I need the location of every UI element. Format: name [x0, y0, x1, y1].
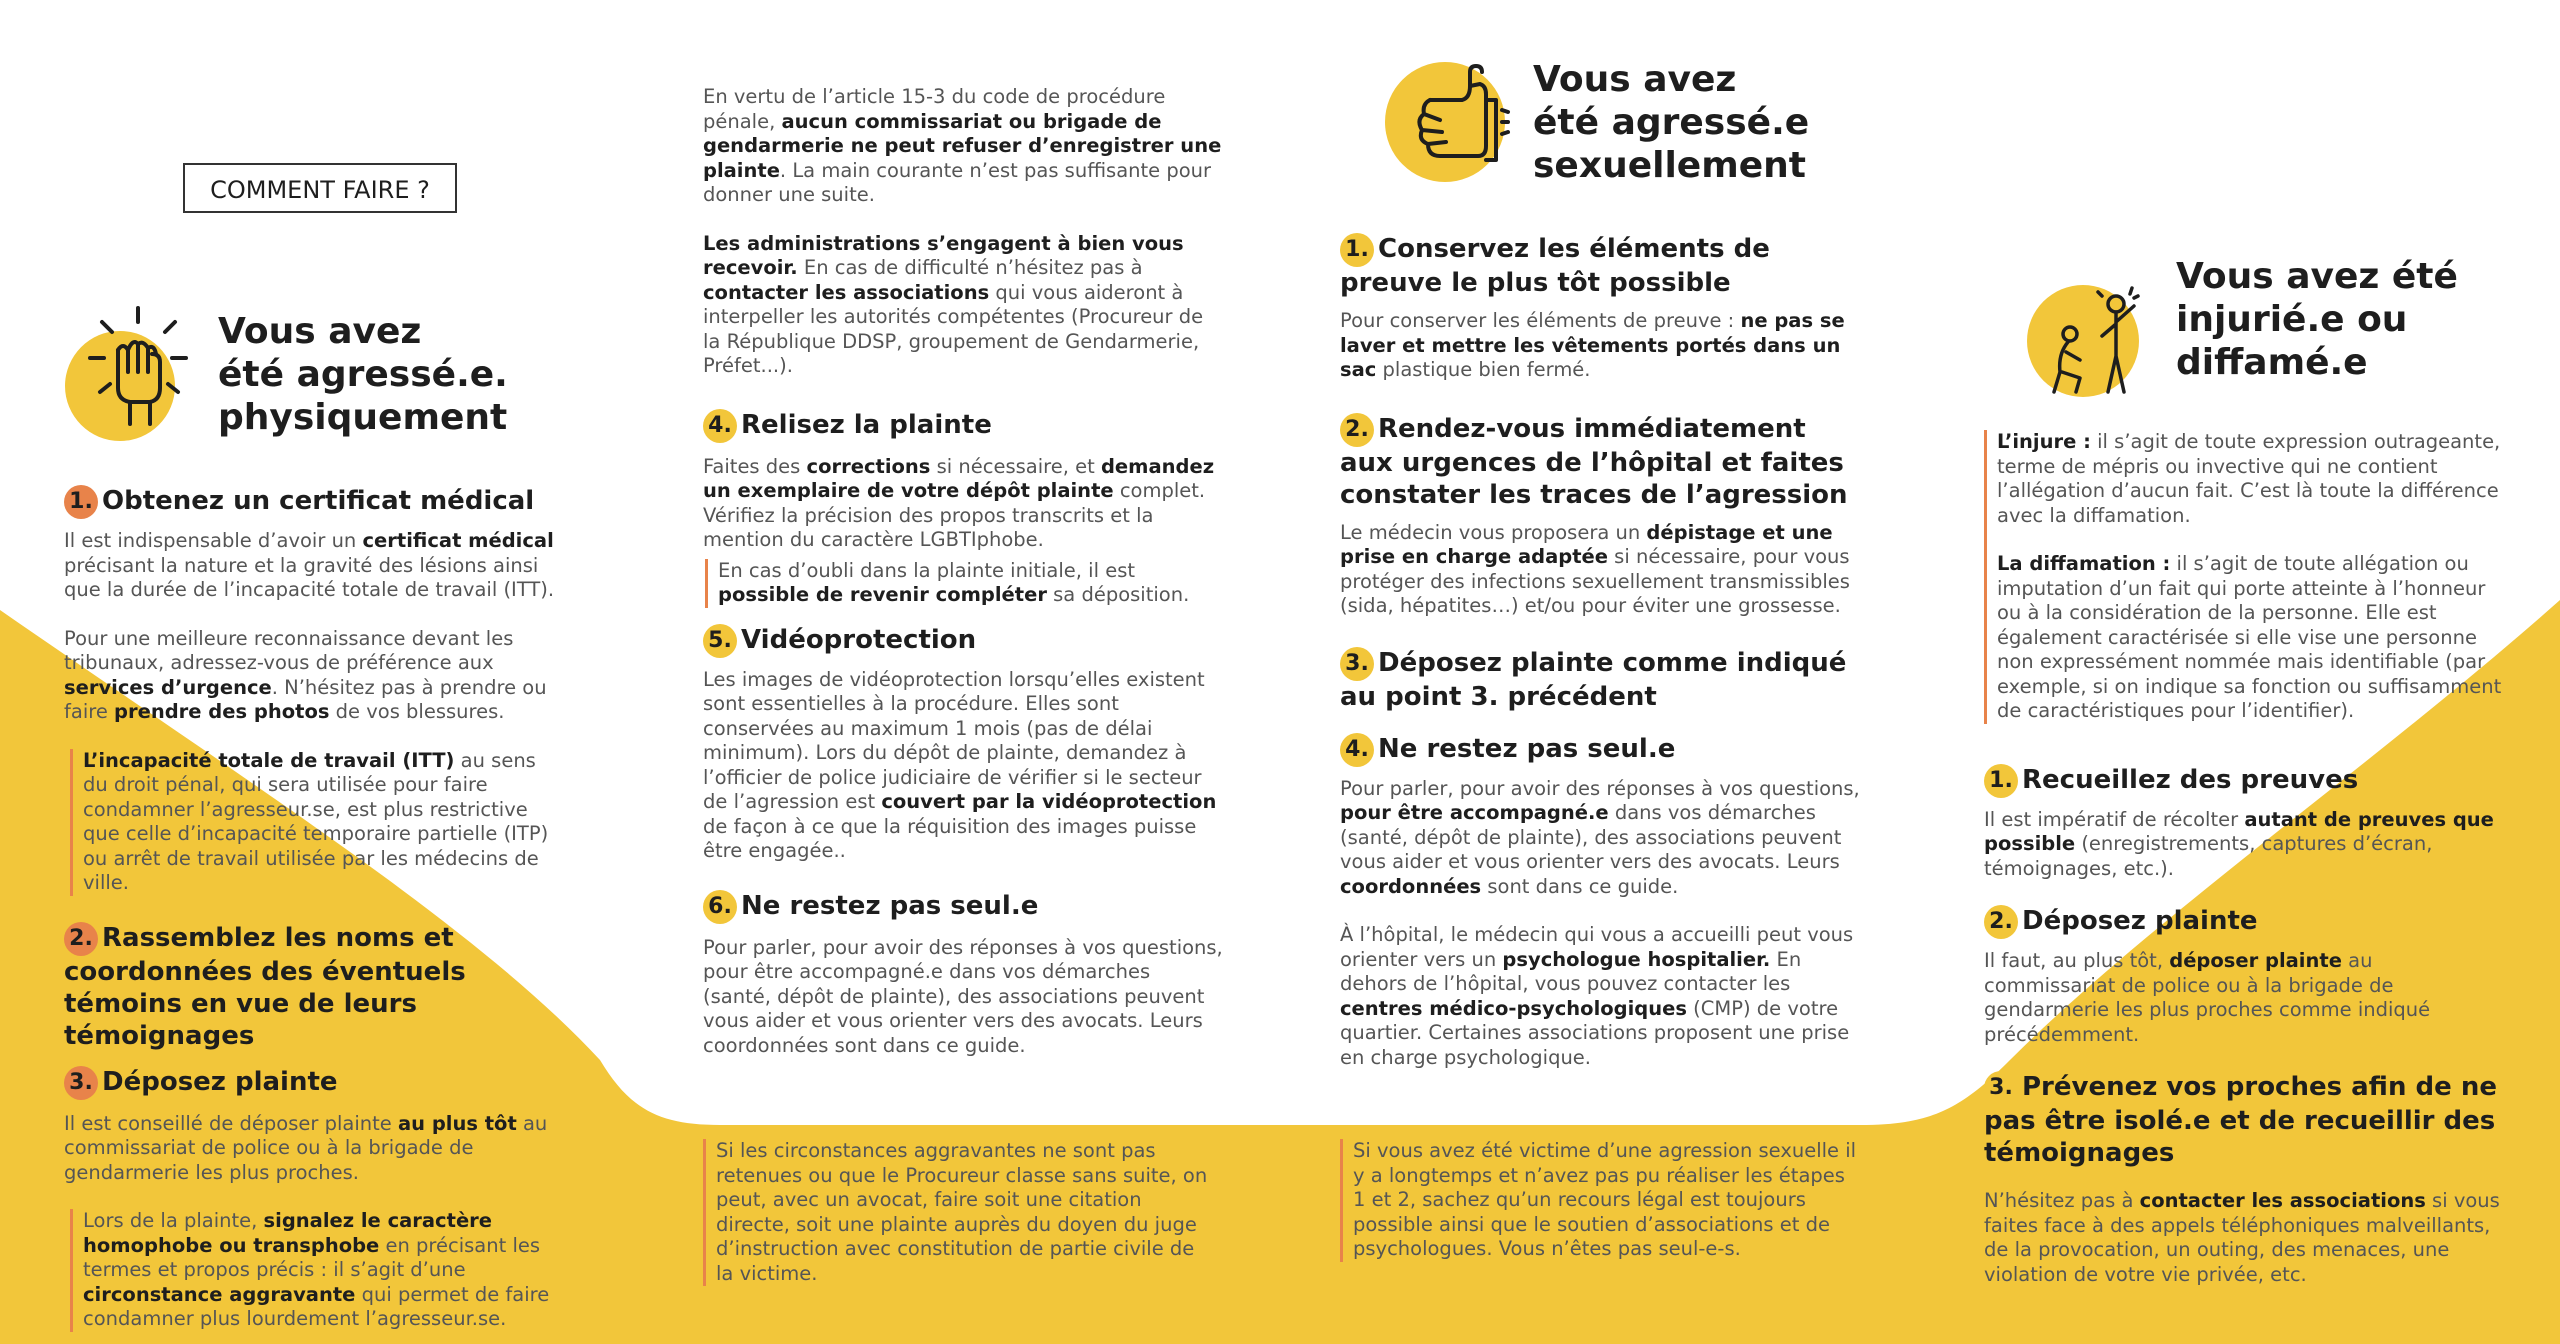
paragraph: À l’hôpital, le médecin qui vous a accueilli peut vous orienter vers un psychologue hospitalier. En dehors de l’hôpital, vous pouvez contacter les centres médico-psychologiques (CMP) de votre quartier. Certaines associations proposent une prise en charge psychologique. — [1340, 923, 1854, 1069]
step-number: 2. — [64, 922, 98, 956]
step-heading: 3. Déposez plainte comme indiqué au point 3. précédent — [1340, 647, 1847, 712]
step-heading: 3. Prévenez vos proches afin de ne pas être isolé.e et de recueillir des témoignages — [1984, 1072, 2497, 1168]
step-number: 1. — [1340, 233, 1374, 267]
sexual-column — [1340, 233, 1860, 1070]
insult-column — [1984, 430, 2504, 1287]
paragraph: Pour parler, pour avoir des réponses à vos questions, pour être accompagné.e dans vos démarches (santé, dépôt de plainte), des associations peuvent vous aider et vous orienter vers des avocats. Leurs coordonnées sont dans ce guide. — [703, 935, 1223, 1057]
how-to-box: COMMENT FAIRE ? — [183, 163, 457, 213]
step-number: 2. — [1340, 413, 1374, 447]
title-line: physiquement — [218, 397, 508, 438]
note-quote: En cas d’oubli dans la plainte initiale, il est possible de revenir compléter sa déposition. — [705, 559, 1223, 608]
step-number: 5. — [703, 624, 737, 658]
paragraph: L’injure : il s’agit de toute expression outrageante, terme de mépris ou invective qui ne contient l’allégation d’aucun fait. C’est là toute la différence avec la diffamation. — [1997, 430, 2501, 527]
sexual-title — [1533, 58, 1809, 187]
note-quote: Lors de la plainte, signalez le caractère homophobe ou transphobe en précisant les termes et propos précis : il s’agit d’une circonstance aggravante qui permet de faire condamner plus lourdement l’agresseur.se. — [70, 1209, 564, 1332]
step-heading: 6. Ne restez pas seul.e — [703, 890, 1223, 924]
step-number: 6. — [703, 890, 737, 924]
paragraph: En vertu de l’article 15-3 du code de procédure pénale, aucun commissariat ou brigade de gendarmerie ne peut refuser d’enregistrer une plainte. La main courante n’est pas suffisante pour donner une suite. — [703, 85, 1222, 206]
paragraph: Pour parler, pour avoir des réponses à vos questions, pour être accompagné.e dans vos démarches (santé, dépôt de plainte), des associations peuvent vous aider et vous orienter vers des avocats. Leurs coordonnées sont dans ce guide. — [1340, 776, 1860, 898]
paragraph: Faites des corrections si nécessaire, et demandez un exemplaire de votre dépôt plainte complet. Vérifiez la précision des propos transcrits et la mention du caractère LGBTIphobe. — [703, 454, 1215, 551]
step-heading: 1. Recueillez des preuves — [1984, 764, 2504, 798]
paragraph: Il est conseillé de déposer plainte au plus tôt au commissariat de police ou à la brigade de gendarmerie les plus proches. — [64, 1111, 548, 1184]
paragraph: Pour conserver les éléments de preuve : ne pas se laver et mettre les vêtements portés dans un sac plastique bien fermé. — [1340, 309, 1845, 381]
title-line: injurié.e ou — [2176, 299, 2408, 340]
step-number: 3. — [1984, 1071, 2018, 1105]
step-number: 2. — [1984, 905, 2018, 939]
raised-fist-icon — [80, 300, 200, 430]
note-quote: L’incapacité totale de travail (ITT) au sens du droit pénal, qui sera utilisée pour faire condamner l’agresseur.se, est plus restrictive que celle d’incapacité temporaire partielle (ITP) ou arrêt de travail utilisée par les médecins de ville. — [70, 749, 564, 896]
title-line: diffamé.e — [2176, 342, 2368, 383]
insult-people-icon — [2040, 282, 2150, 402]
title-line: sexuellement — [1533, 145, 1806, 186]
step-heading: 4. Ne restez pas seul.e — [1340, 733, 1860, 767]
step-number: 3. — [1340, 647, 1374, 681]
step-heading: 2. Rassemblez les noms et coordonnées des éventuels témoins en vue de leurs témoignages — [64, 922, 466, 1051]
title-line: Vous avez été — [2176, 256, 2458, 297]
step-number: 1. — [64, 485, 98, 519]
step-number: 4. — [1340, 733, 1374, 767]
middle-column — [703, 85, 1223, 1058]
physical-title — [218, 310, 508, 439]
physical-column — [64, 485, 564, 1332]
step-heading: 2. Rendez-vous immédiatement aux urgences de l’hôpital et faites constater les traces de l’agression — [1340, 413, 1848, 510]
middle-bottom-note — [703, 1139, 1213, 1286]
insult-title — [2176, 255, 2458, 384]
paragraph: Il est indispensable d’avoir un certificat médical précisant la nature et la gravité des lésions ainsi que la durée de l’incapacité totale de travail (ITT). — [64, 529, 555, 601]
step-heading: 5. Vidéoprotection — [703, 624, 1223, 658]
paragraph: Il faut, au plus tôt, déposer plainte au commissariat de police ou à la brigade de gendarmerie les plus proches comme indiqué précédemment. — [1984, 949, 2431, 1046]
step-heading: 4. Relisez la plainte — [703, 409, 1223, 443]
step-heading: 2. Déposez plainte — [1984, 905, 2504, 939]
paragraph: Il est impératif de récolter autant de preuves que possible (enregistrements, captures d’écran, témoignages, etc.). — [1984, 807, 2494, 880]
note-quote: Si les circonstances aggravantes ne sont pas retenues ou que le Procureur classe sans suite, on peut, avec un avocat, faire soit une citation directe, soit une plainte auprès du doyen du juge d’instruction avec constitution de partie civile de la victime. — [703, 1139, 1213, 1286]
paragraph: Le médecin vous proposera un dépistage et une prise en charge adaptée si nécessaire, pour vous protéger des infections sexuellement transmissibles (sida, hépatites…) et/ou pour éviter une grossesse. — [1340, 520, 1850, 617]
step-number: 3. — [64, 1066, 98, 1100]
title-line: été agressé.e. — [218, 354, 508, 395]
title-line: été agressé.e — [1533, 102, 1810, 143]
step-number: 4. — [703, 409, 737, 443]
stop-hand-icon — [1400, 60, 1530, 180]
sexual-bottom-note — [1340, 1139, 1860, 1262]
paragraph: Les administrations s’engagent à bien vous recevoir. En cas de difficulté n’hésitez pas à contacter les associations qui vous aideront à interpeller les autorités compétentes (Procureur de la République DDSP, groupement de Gendarmerie, Préfet...). — [703, 231, 1204, 377]
paragraph: Pour une meilleure reconnaissance devant les tribunaux, adressez-vous de préférence aux services d’urgence. N’hésitez pas à prendre ou faire prendre des photos de vos blessures. — [64, 626, 547, 723]
definition-box — [1984, 430, 2504, 724]
step-number: 1. — [1984, 764, 2018, 798]
note-quote: Si vous avez été victime d’une agression sexuelle il y a longtemps et n’avez pas pu réaliser les étapes 1 et 2, sachez qu’un recours légal est toujours possible ainsi que le soutien d’associations et de psychologues. Vous n’êtes pas seul-e-s. — [1340, 1139, 1860, 1262]
step-heading: 1. Conservez les éléments de preuve le plus tôt possible — [1340, 234, 1770, 298]
title-line: Vous avez — [218, 311, 422, 352]
paragraph: N’hésitez pas à contacter les associations si vous faites face à des appels téléphoniques malveillants, de la provocation, un outing, des menaces, une violation de votre vie privée, etc. — [1984, 1189, 2500, 1286]
step-heading: 3. Déposez plainte — [64, 1066, 564, 1100]
title-line: Vous avez — [1533, 59, 1737, 100]
paragraph: La diffamation : il s’agit de toute allégation ou imputation d’un fait qui porte atteinte à l’honneur ou à la considération de la personne. Elle est également caractérisée si elle vise une personne non expressément nommée mais identifiable (par exemple, si on indique sa fonction ou suffisamment de caractéristiques pour l’identifier). — [1997, 552, 2502, 722]
step-heading: 1. Obtenez un certificat médical — [64, 485, 564, 519]
paragraph: Les images de vidéoprotection lorsqu’elles existent sont essentielles à la procédure. Elles sont conservées au maximum 1 mois (pas de délai minimum). Lors du dépôt de plainte, demandez à l’officier de police judiciaire de vérifier si le secteur de l’agression est couvert par la vidéoprotection de façon à ce que la réquisition des images puisse être engagée.. — [703, 667, 1217, 862]
